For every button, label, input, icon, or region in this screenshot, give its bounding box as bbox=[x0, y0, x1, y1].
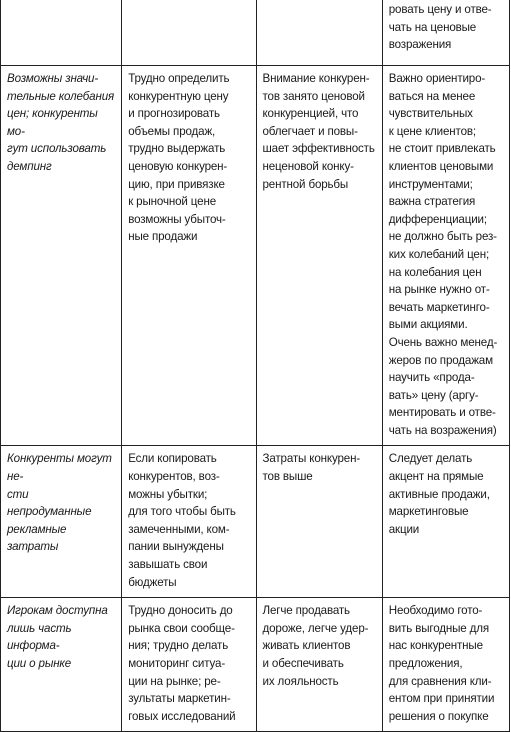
table-cell-action: Следует делать акцент на прямые активные продажи, маркетинговые акции bbox=[382, 446, 509, 598]
table-cell-opportunity: Легче продавать дороже, легче удер- живать клиентов и обеспечивать их лояльность bbox=[256, 598, 382, 732]
table-cell-risk: Трудно доносить до рынка свои сообще- ния; трудно делать мониторинг ситуа- ции на рынке; ре- зультаты маркетин- говых исследований bbox=[122, 598, 256, 732]
table-cell-factor: Возможны значи- тельные колебания цен; конкуренты мо- гут использовать демпинг bbox=[1, 66, 122, 446]
table-cell-factor bbox=[1, 0, 122, 66]
table-row bbox=[1, 598, 510, 732]
table-cell-opportunity: Внимание конкурен- тов занято ценовой конкуренцией, что облегчает и повы- шает эффективность неценовой конку- рентной борьбы bbox=[256, 66, 382, 446]
table-row bbox=[1, 0, 510, 66]
table-cell-action: Важно ориентиро- ваться на менее чувствительных к цене клиентов; не стоит привлекать клиентов ценовыми инструментами; важна стратегия дифференциации; не должно быть рез- ких колебаний цен; на колебания цен на рынке нужно от- вечать маркетинго- выми акциями. Очень важно менед- жеров по продажам научить «прода- вать» цену (аргу- ментировать и отве- чать на возражения) bbox=[382, 66, 509, 446]
table-cell-action: ровать цену и отве- чать на ценовые возражения bbox=[382, 0, 509, 66]
table-cell-opportunity: Затраты конкурен- тов выше bbox=[256, 446, 382, 598]
table-cell-opportunity bbox=[256, 0, 382, 66]
table-cell-factor: Игрокам доступна лишь часть информа- ции о рынке bbox=[1, 598, 122, 732]
table-cell-factor: Конкуренты могут не- сти непродуманные рекламные затраты bbox=[1, 446, 122, 598]
table-cell-risk: Если копировать конкурентов, воз- можны убытки; для того чтобы быть замеченными, ком- пании вынуждены завышать свои бюджеты bbox=[122, 446, 256, 598]
table-row bbox=[1, 446, 510, 598]
table-cell-risk: Трудно определить конкурентную цену и прогнозировать объемы продаж, трудно выдержать ценовую конкурен- цию, при привязке к рыночной цене возможны убыточ- ные продажи bbox=[122, 66, 256, 446]
table-row bbox=[1, 66, 510, 446]
table-cell-risk bbox=[122, 0, 256, 66]
table-cell-action: Необходимо гото- вить выгодные для нас конкурентные предложения, для сравнения кли- ентом при принятии решения о покупке bbox=[382, 598, 509, 732]
